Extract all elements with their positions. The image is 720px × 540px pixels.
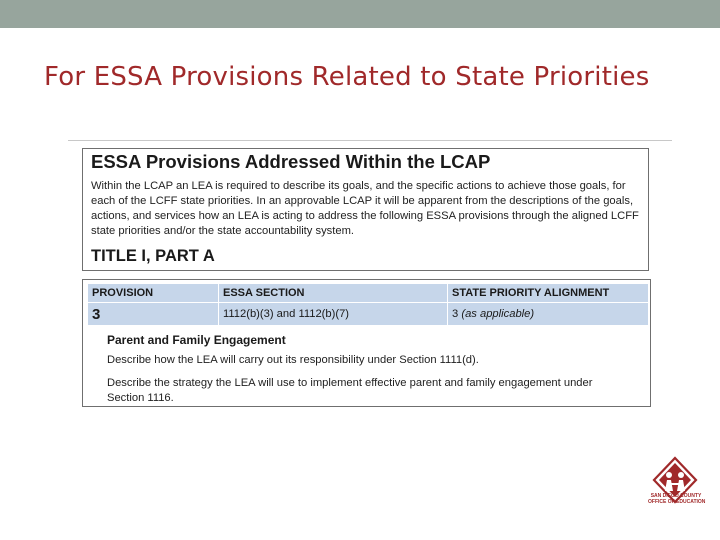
cell-essa-section: 1112(b)(3) and 1112(b)(7) xyxy=(219,303,448,326)
priority-note: (as applicable) xyxy=(461,308,535,320)
logo-text-line2: OFFICE OF EDUCATION xyxy=(648,499,706,505)
parent-family-line2: Describe the strategy the LEA will use to implement effective parent and family engagement under Section 1116. xyxy=(107,377,593,404)
section-heading: TITLE I, PART A xyxy=(91,247,215,265)
document-heading: ESSA Provisions Addressed Within the LCAP xyxy=(91,151,491,172)
document-paragraph: Within the LCAP an LEA is required to describe its goals, and the specific actions to achieve those goals, for each of the LCFF state priorities. In an approvable LCAP it will be apparent from the descriptions of the goals, actions, and services how an LEA is acting to address the following ESSA provisions through the aligned LCFF state priorities and/or the state accountability system. xyxy=(91,180,639,237)
parent-family-line1: Describe how the LEA will carry out its responsibility under Section 1111(d). xyxy=(107,354,479,366)
logo-caption xyxy=(648,493,704,505)
table-header-row xyxy=(88,284,649,303)
slide-title: For ESSA Provisions Related to State Priorities xyxy=(44,62,650,92)
cell-provision: 3 xyxy=(88,303,219,326)
provision-table xyxy=(87,283,649,326)
table-row xyxy=(88,303,649,326)
header-essa-section: ESSA SECTION xyxy=(219,284,448,303)
divider-rule xyxy=(68,140,672,141)
top-band xyxy=(0,0,720,28)
parent-family-title: Parent and Family Engagement xyxy=(107,333,286,347)
lcap-intro-box xyxy=(82,148,649,271)
header-provision: PROVISION xyxy=(88,284,219,303)
priority-number: 3 xyxy=(452,308,459,320)
provision-box xyxy=(82,279,651,407)
header-state-priority: STATE PRIORITY ALIGNMENT xyxy=(448,284,649,303)
logo-text-line1: SAN DIEGO COUNTY xyxy=(650,493,702,499)
cell-state-priority xyxy=(448,303,649,326)
